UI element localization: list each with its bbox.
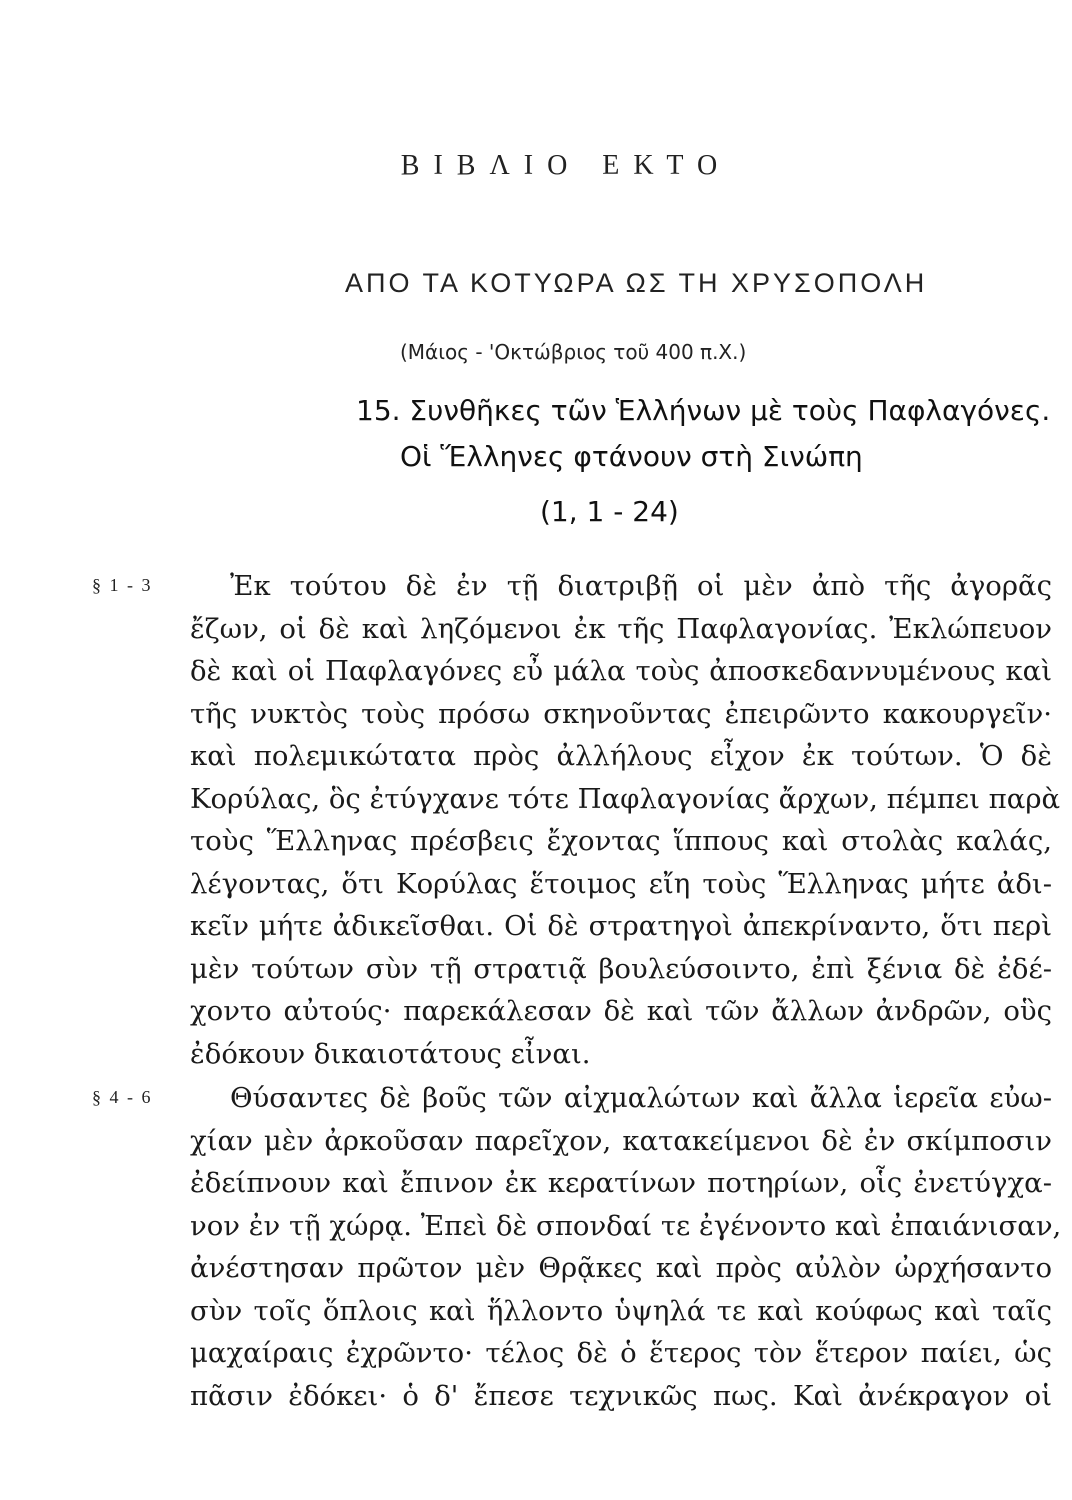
text-line: ἔζων, οἱ δὲ καὶ ληζόμενοι ἐκ τῆς Παφλαγονίας. Ἐκλώπευον: [190, 612, 1052, 645]
chapter-heading-line-2: Οἱ Ἕλληνες φτάνουν στὴ Σινώπη: [400, 440, 863, 473]
text-line: τοὺς Ἕλληνας πρέσβεις ἔχοντας ἵππους καὶ στολὰς καλάς,: [190, 825, 1052, 857]
text-line: ἐδόκουν δικαιοτάτους εἶναι.: [190, 1037, 591, 1070]
book-title: ΒΙΒΛΙΟ ΕΚΤΟ: [400, 150, 732, 181]
route-title: ΑΠΟ ΤΑ ΚΟΤΥΩΡΑ ΩΣ ΤΗ ΧΡΥΣΟΠΟΛΗ: [345, 268, 928, 298]
text-line: μὲν τούτων σὺν τῇ στρατιᾷ βουλεύσοιντο, ἐπὶ ξένια δὲ ἐδέ-: [190, 952, 1052, 985]
text-line: σὺν τοῖς ὅπλοις καὶ ἥλλοντο ὑψηλά τε καὶ κούφως καὶ ταῖς: [190, 1294, 1052, 1327]
section-marker: § 4 - 6: [92, 1087, 153, 1107]
text-line: νον ἐν τῇ χώρᾳ. Ἐπεὶ δὲ σπονδαί τε ἐγένοντο καὶ ἐπαιάνισαν,: [190, 1209, 1062, 1242]
text-line: κεῖν μήτε ἀδικεῖσθαι. Οἱ δὲ στρατηγοὶ ἀπεκρίναντο, ὅτι περὶ: [190, 910, 1052, 942]
text-line: λέγοντας, ὅτι Κορύλας ἕτοιμος εἴη τοὺς Ἕλληνας μήτε ἀδι-: [190, 867, 1052, 900]
text-line: ἐδείπνουν καὶ ἔπινον ἐκ κερατίνων ποτηρίων, οἷς ἐνετύγχα-: [190, 1167, 1052, 1199]
text-line: Κορύλας, ὃς ἐτύγχανε τότε Παφλαγονίας ἄρχων, πέμπει παρὰ: [190, 782, 1061, 815]
section-text: [190, 565, 1061, 1075]
text-line: χίαν μὲν ἀρκοῦσαν παρεῖχον, κατακείμενοι δὲ ἐν σκίμποσιν: [190, 1124, 1052, 1157]
chapter-reference: (1, 1 - 24): [540, 495, 679, 528]
chapter-heading-line-1: 15. Συνθῆκες τῶν Ἑλλήνων μὲ τοὺς Παφλαγόνες.: [356, 394, 1051, 427]
chapter-heading: [356, 388, 1056, 480]
text-line: τῆς νυκτὸς τοὺς πρόσω σκηνοῦντας ἐπειρῶντο κακουργεῖν·: [190, 697, 1052, 730]
date-range: (Μάιος - 'Οκτώβριος τοῦ 400 π.Χ.): [400, 340, 747, 364]
text-line: Ἐκ τούτου δὲ ἐν τῇ διατριβῇ οἱ μὲν ἀπὸ τῆς ἀγορᾶς: [230, 570, 1052, 602]
text-line: ἀνέστησαν πρῶτον μὲν Θρᾷκες καὶ πρὸς αὐλὸν ὠρχήσαντο: [190, 1252, 1052, 1284]
text-line: χοντο αὐτούς· παρεκάλεσαν δὲ καὶ τῶν ἄλλων ἀνδρῶν, οὓς: [190, 995, 1052, 1027]
text-line: δὲ καὶ οἱ Παφλαγόνες εὖ μάλα τοὺς ἀποσκεδαννυμένους καὶ: [190, 655, 1052, 687]
section-text: [190, 1077, 1062, 1417]
text-line: μαχαίραις ἐχρῶντο· τέλος δὲ ὁ ἕτερος τὸν ἕτερον παίει, ὡς: [190, 1337, 1052, 1369]
text-line: Θύσαντες δὲ βοῦς τῶν αἰχμαλώτων καὶ ἄλλα ἱερεῖα εὐω-: [230, 1082, 1052, 1114]
text-line: πᾶσιν ἐδόκει· ὁ δ' ἔπεσε τεχνικῶς πως. Καὶ ἀνέκραγον οἱ: [190, 1379, 1052, 1412]
text-line: καὶ πολεμικώτατα πρὸς ἀλλήλους εἶχον ἐκ τούτων. Ὁ δὲ: [190, 740, 1052, 772]
section-marker: § 1 - 3: [92, 575, 153, 595]
